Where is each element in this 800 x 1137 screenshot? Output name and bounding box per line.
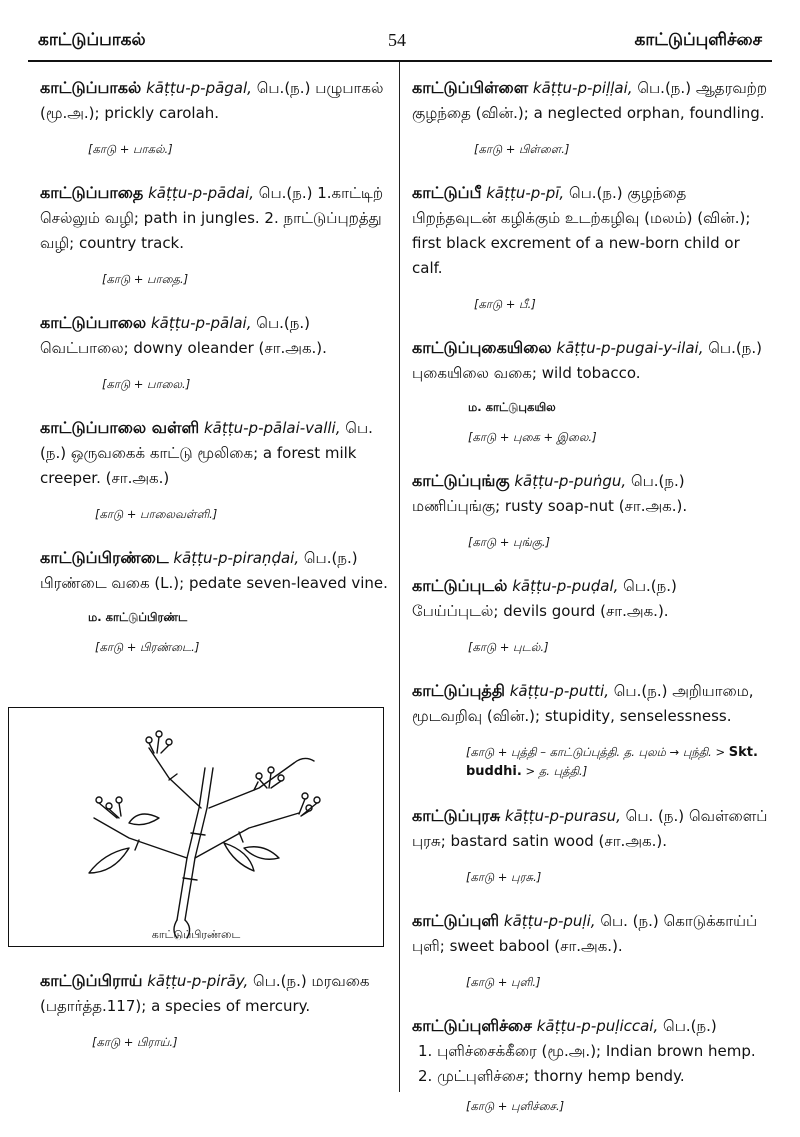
etymology: [காடு + புடல்.]	[468, 640, 549, 654]
etymology: [காடு + பாகல்.]	[88, 142, 173, 156]
sense-1: 1. புளிச்சைக்கீரை (மூ.அ.); Indian brown hemp.	[418, 1042, 756, 1060]
entry	[40, 545, 390, 596]
headword: காட்டுப்பாலை	[40, 313, 147, 332]
header-left-word: காட்டுப்பாகல்	[38, 30, 146, 50]
headword: காட்டுப்பாதை	[40, 183, 144, 202]
grammar-tag: பெ.(ந.)	[40, 419, 373, 462]
etymology: [காடு + புரசு.]	[466, 870, 542, 884]
definition: கொடுக்காய்ப் புளி; sweet babool (சா.அக.).	[412, 912, 758, 955]
etymology: [காடு + புளி.]	[466, 975, 541, 989]
grammar-tag: பெ.(ந.)	[568, 184, 623, 202]
transliteration: kāṭṭu-p-puṅgu,	[514, 472, 627, 490]
grammar-tag: பெ. (ந.)	[625, 807, 685, 825]
transliteration: kāṭṭu-p-pādai,	[148, 184, 254, 202]
entry	[40, 310, 390, 361]
entry	[412, 678, 768, 729]
definition: புகையிலை வகை; wild tobacco.	[412, 364, 641, 382]
definition: வெட்பாலை; downy oleander (சா.அக.).	[40, 339, 327, 357]
entry	[412, 468, 768, 519]
definition: பேய்ப்புடல்; devils gourd (சா.அக.).	[412, 602, 669, 620]
transliteration: kāṭṭu-p-purasu,	[504, 807, 621, 825]
transliteration: kāṭṭu-p-pugai-y-ilai,	[556, 339, 704, 357]
headword: காட்டுப்பிள்ளை	[412, 78, 529, 97]
headword: காட்டுப்புங்கு	[412, 471, 510, 490]
headword: காட்டுப்பிராய்	[40, 971, 143, 990]
etymology-tail: > த. புத்தி.]	[525, 764, 588, 778]
transliteration: kāṭṭu-p-pāgal,	[146, 79, 252, 97]
etymology: [காடு + பிரண்டை.]	[95, 640, 200, 654]
definition: அறியாமை, மூடவறிவு (வின்.); stupidity, senselessness.	[412, 682, 754, 725]
right-column	[412, 75, 768, 1137]
entry	[40, 180, 390, 256]
entry	[412, 908, 768, 959]
entry	[412, 573, 768, 624]
grammar-tag: பெ. (ந.)	[600, 912, 659, 930]
definition: 1.காட்டிற் செல்லும் வழி; path in jungles. 2. நாட்டுப்புறத்து வழி; country track.	[40, 184, 384, 252]
grammar-tag: பெ.(ந.)	[253, 972, 307, 990]
page-header	[0, 0, 800, 62]
entry	[40, 75, 390, 126]
etymology: [காடு + பாதை.]	[102, 272, 189, 286]
etymology: [காடு + புகை + இலை.]	[468, 430, 597, 444]
definition: குழந்தை பிறந்தவுடன் கழிக்கும் உடற்கழிவு (மலம்) (வின்.); first black excrement of a new-born child or calf.	[412, 184, 751, 277]
definition: பழுபாகல் (மூ.அ.); prickly carolah.	[40, 79, 384, 122]
illustration-caption: காட்டுப்பிரண்டை	[151, 928, 241, 941]
headword: காட்டுப்புடல்	[412, 576, 508, 595]
left-column	[40, 75, 390, 678]
transliteration: kāṭṭu-p-puḍal,	[512, 577, 619, 595]
transliteration: kāṭṭu-p-pālai-valli,	[204, 419, 341, 437]
transliteration: kāṭṭu-p-pirāy,	[147, 972, 249, 990]
headword: காட்டுப்புரசு	[412, 806, 501, 825]
entry	[40, 415, 390, 491]
entry	[40, 968, 390, 1019]
grammar-tag: பெ.(ந.)	[256, 79, 311, 97]
definition: ஆதரவற்ற குழந்தை (வின்.); a neglected orphan, foundling.	[412, 79, 768, 122]
entry	[412, 180, 768, 281]
grammar-tag: பெ.(ந.)	[258, 184, 313, 202]
transliteration: kāṭṭu-p-pī,	[486, 184, 565, 202]
grammar-tag: பெ.(ந.)	[303, 549, 358, 567]
headword: காட்டுப்புகையிலை	[412, 338, 552, 357]
grammar-tag: பெ.(ந.)	[256, 314, 310, 332]
etymology: [காடு + பாலைவள்ளி.]	[95, 507, 218, 521]
entry	[412, 75, 768, 126]
sense-2: 2. முட்புளிச்சை; thorny hemp bendy.	[418, 1067, 685, 1085]
definition: மணிப்புங்கு; rusty soap-nut (சா.அக.).	[412, 497, 688, 515]
pedate-vine-drawing	[9, 708, 383, 946]
definition: மரவகை (பதார்த்த.117); a species of mercury.	[40, 972, 370, 1015]
grammar-tag: பெ.(ந.)	[613, 682, 668, 700]
malayalam-cognate: ம. காட்டுப்பிரண்ட	[88, 610, 188, 624]
headword: காட்டுப்பிரண்டை	[40, 548, 169, 567]
sanskrit-source: Skt. buddhi.	[466, 745, 758, 779]
plant-illustration-frame	[8, 707, 384, 947]
grammar-tag: பெ.(ந.)	[708, 339, 762, 357]
transliteration: kāṭṭu-p-puḷiccai,	[536, 1017, 659, 1035]
etymology-text: [காடு + புத்தி – காட்டுப்புத்தி. த. புலம் → புந்தி. >	[466, 745, 726, 759]
grammar-tag: பெ.(ந.)	[637, 79, 692, 97]
grammar-tag: பெ.(ந.)	[663, 1017, 717, 1035]
grammar-tag: பெ.(ந.)	[630, 472, 685, 490]
left-column-bottom	[40, 968, 390, 1073]
entry	[412, 803, 768, 854]
header-rule	[28, 60, 772, 62]
etymology: [காடு + பிராய்.]	[92, 1035, 178, 1049]
entry	[412, 1013, 768, 1089]
definition: வெள்ளைப் புரசு; bastard satin wood (சா.அக.).	[412, 807, 768, 850]
page-number: 54	[388, 30, 406, 50]
etymology: [காடு + பீ.]	[474, 297, 536, 311]
entry	[412, 335, 768, 386]
transliteration: kāṭṭu-p-piraṇḍai,	[173, 549, 300, 567]
etymology: [காடு + புளிச்சை.]	[466, 1099, 565, 1113]
header-right-word: காட்டுப்புளிச்சை	[634, 30, 762, 50]
column-divider	[399, 62, 400, 1092]
headword: காட்டுப்பாகல்	[40, 78, 142, 97]
transliteration: kāṭṭu-p-piḷḷai,	[532, 79, 633, 97]
etymology: [காடு + பாலை.]	[102, 377, 191, 391]
definition: பிரண்டை வகை (L.); pedate seven-leaved vine.	[40, 574, 388, 592]
definition: ஒருவகைக் காட்டு மூலிகை; a forest milk creeper. (சா.அக.)	[40, 444, 357, 487]
transliteration: kāṭṭu-p-pālai,	[150, 314, 252, 332]
headword: காட்டுப்புத்தி	[412, 681, 505, 700]
headword: காட்டுப்புளிச்சை	[412, 1016, 532, 1035]
transliteration: kāṭṭu-p-puḷi,	[503, 912, 596, 930]
etymology: [காடு + புங்கு.]	[468, 535, 550, 549]
headword: காட்டுப்புளி	[412, 911, 500, 930]
headword: காட்டுப்பீ	[412, 183, 482, 202]
transliteration: kāṭṭu-p-putti,	[509, 682, 609, 700]
malayalam-cognate: ம. காட்டுபுகயில	[468, 400, 556, 414]
grammar-tag: பெ.(ந.)	[623, 577, 677, 595]
headword: காட்டுப்பாலை வள்ளி	[40, 418, 200, 437]
etymology	[466, 743, 768, 781]
etymology: [காடு + பிள்ளை.]	[474, 142, 570, 156]
